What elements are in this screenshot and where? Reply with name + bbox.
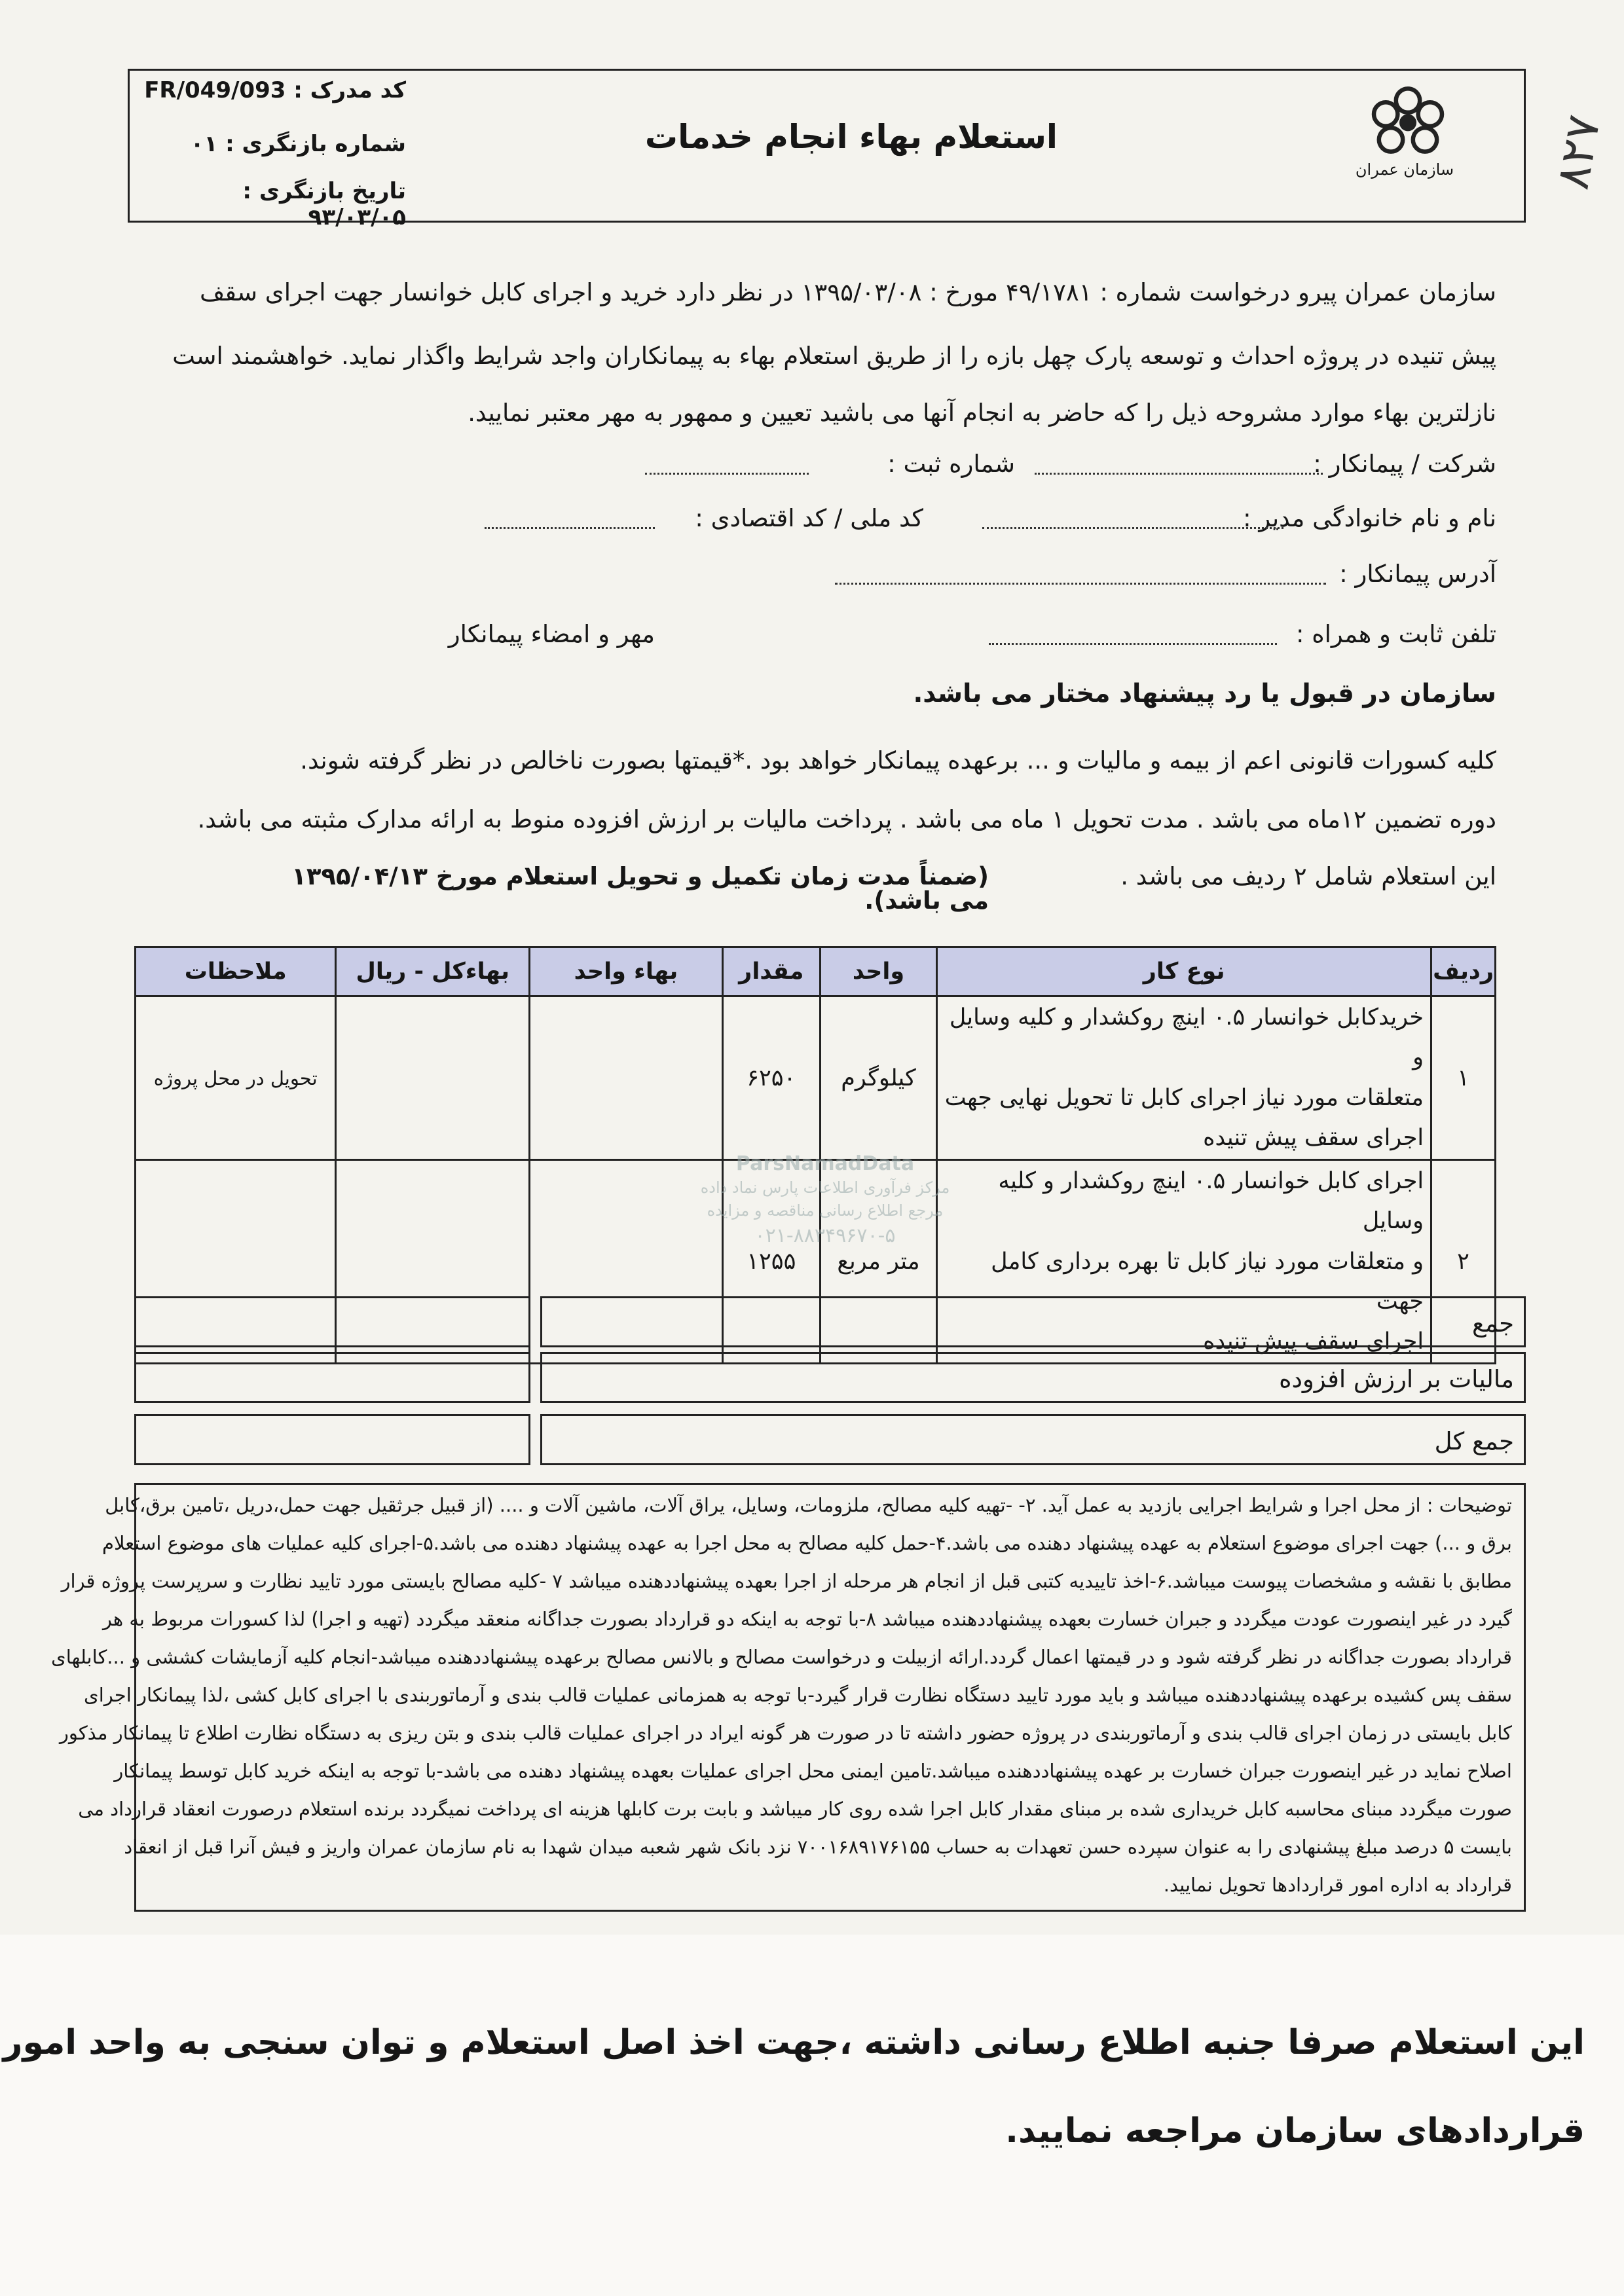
intro-line-1: سازمان عمران پیرو درخواست شماره : ۴۹/۱۷۸۱ مورخ : ۱۳۹۵/۰۳/۰۸ در نظر دارد خرید و اجرای کابل خوانسار جهت اجرای سقف <box>199 278 1496 306</box>
work-line: اجرای سقف پیش تنیده <box>1203 1124 1424 1151</box>
note-line: صورت میگردد مبنای محاسبه کابل خریداری شده بر مبنای مقدار کابل اجرا شده روی کار میباشد و بابت برت کابلها هزینه ای پرداخت نمیگردد برنده استعلام درصورت انعقاد قرارداد می <box>78 1798 1512 1820</box>
intro-line-3: نازلترین بهاء موارد مشروحه ذیل را که حاضر به انجام آنها می باشید تعیین و ممهور به مهر معتبر نمایید. <box>468 399 1496 427</box>
vat-value-field[interactable] <box>134 1352 530 1403</box>
notes-box <box>51 1483 1526 1912</box>
unit-cell: کیلوگرم <box>820 996 937 1160</box>
unit-price-cell[interactable] <box>530 996 723 1160</box>
vat-row <box>540 1352 1526 1403</box>
company-label: شرکت / پیمانکار : <box>1313 450 1496 478</box>
header-unit: واحد <box>820 947 937 996</box>
note-line: توضیحات : از محل اجرا و شرایط اجرایی بازدید به عمل آید. ۲- -تهیه کلیه مصالح، ملزومات، وسایل، یراق آلات، ماشین آلات و .... (از قبیل جرثقیل جهت حمل،دریل ،تامین برق،کابل <box>105 1494 1512 1516</box>
address-label: آدرس پیمانکار : <box>1339 560 1496 588</box>
phone-field[interactable] <box>989 643 1277 645</box>
header-work-type: نوع کار <box>937 947 1431 996</box>
footer-line-1: این استعلام صرفا جنبه اطلاع رسانی داشته ،جهت اخذ اصل استعلام و توان سنجی به واحد امور <box>3 2023 1585 2062</box>
revision-date: تاریخ بازنگری : ۹۳/۰۳/۰۵ <box>242 178 406 230</box>
page-title: استعلام بهاء انجام خدمات <box>644 118 1058 156</box>
vat-label: مالیات بر ارزش افزوده <box>1279 1365 1514 1393</box>
deductions-statement: کلیه کسورات قانونی اعم از بیمه و مالیات و ... برعهده پیمانکار خواهد بود .*قیمتها بصورت ناخالص در نظر گرفته شوند. <box>300 746 1496 774</box>
registration-number-field[interactable] <box>645 473 809 475</box>
note-line: اصلاح نماید در غیر اینصورت جبران خسارت بر عهده پیشنهاددهنده میباشد.تامین ایمنی محل اجرای عملیات بعهده پیشنهاد دهنده می باشد-با توجه به اینکه خرید کابل توسط پیمانکار <box>114 1760 1512 1782</box>
note-line: برق و ...) جهت اجرای موضوع استعلام به عهده پیشنهاد دهنده می باشد.۴-حمل کلیه مصالح به محل اجرا به عهده پیشنهاد دهنده می باشد.۵-اجرای کلیه عملیات های موضوع استعلام <box>102 1532 1512 1554</box>
table-header-row <box>136 947 1496 996</box>
work-description <box>937 996 1431 1160</box>
unit-cell: متر مربع <box>820 1160 937 1364</box>
rows-count-statement: این استعلام شامل ۲ ردیف می باشد . <box>1120 862 1496 890</box>
note-line: قرارداد بصورت جداگانه در نظر گرفته شود و در قیمتها اعمال گردد.ارائه ازبیلت و درخواست مصالح و بالانس مصالح برعهده پیشنهاددهنده میباشد-انجام کلیه آزمایشات کششی و ...کابلهای <box>51 1646 1512 1668</box>
sum-row <box>540 1296 1526 1347</box>
registration-number-label: شماره ثبت : <box>887 450 1015 478</box>
organization-logo-icon <box>1365 82 1450 167</box>
header-row-no: ردیف <box>1431 947 1496 996</box>
grand-total-value-field[interactable] <box>134 1414 530 1465</box>
address-field[interactable] <box>835 583 1326 585</box>
grand-total-label: جمع کل <box>1434 1427 1514 1455</box>
handwritten-margin-note: ۸۲۷ <box>1545 111 1611 194</box>
work-line: متعلقات مورد نیاز اجرای کابل تا تحویل نهایی جهت <box>944 1084 1424 1111</box>
work-line: خریدکابل خوانسار ۰.۵ اینچ روکشدار و کلیه وسایل و <box>949 1004 1424 1071</box>
total-price-cell[interactable] <box>336 996 530 1160</box>
header-unit-price: بهاء واحد <box>530 947 723 996</box>
note-line: کابل بایستی در زمان اجرای قالب بندی و آرماتوربندی در پروژه حضور داشته تا در صورت هر گونه ایراد در اجرای عملیات قالب بندی و بتن ریزی به دستگاه نظارت اطلاع تا پیمانکار مذکور <box>59 1722 1512 1744</box>
company-field[interactable] <box>1035 473 1323 475</box>
table-row <box>136 996 1496 1160</box>
work-line: اجرای کابل خوانسار ۰.۵ اینچ روکشدار و کلیه وسایل <box>998 1168 1424 1235</box>
footer-line-2: قراردادهای سازمان مراجعه نمایید. <box>1005 2111 1585 2151</box>
sum-label: جمع <box>1472 1309 1514 1338</box>
header-total-price: بهاءکل - ریال <box>336 947 530 996</box>
work-line: و متعلقات مورد نیاز کابل تا بهره برداری کامل جهت <box>991 1248 1424 1315</box>
grand-total-row <box>540 1414 1526 1465</box>
header-quantity: مقدار <box>722 947 820 996</box>
manager-name-label: نام و نام خانوادگی مدیر : <box>1243 504 1496 532</box>
doc-code: کد مدرک : FR/049/093 <box>144 77 406 103</box>
seal-signature-label: مهر و امضاء پیمانکار <box>448 620 655 648</box>
revision-number: شماره بازنگری : ۰۱ <box>190 131 406 157</box>
row-number: ۱ <box>1431 996 1496 1160</box>
watermark-line-2: مرجع اطلاع رسانی مناقصه و مزایده <box>707 1201 944 1220</box>
watermark-phone: ۰۲۱-۸۸۳۴۹۶۷۰-۵ <box>754 1224 896 1247</box>
note-line: سقف پس کشیده برعهده پیشنهاددهنده میباشد و باید مورد تایید دستگاه نظارت قرار گیرد-با توجه به همزمانی عملیات قالب بندی و آرماتوربندی با اجرای کابل کشی ،لذا پیمانکار اجرای <box>84 1684 1512 1706</box>
watermark-line-1: مرکز فرآوری اطلاعات پارس نماد داده <box>700 1178 950 1197</box>
note-line: گیرد در غیر اینصورت عودت میگردد و جبران خسارت بعهده پیشنهاددهنده میباشد ۸-با توجه به اینکه دو قرارداد بصورت جداگانه منعقد میگردد (تهیه و اجرا) لذا کسورات مربوط به هر <box>102 1608 1512 1630</box>
manager-name-field[interactable] <box>982 527 1283 529</box>
note-line: قرارداد به اداره امور قراردادها تحویل نمایید. <box>1163 1874 1512 1896</box>
row-number: ۲ <box>1431 1160 1496 1364</box>
sum-value-field[interactable] <box>134 1296 530 1347</box>
quantity-cell: ۱۲۵۵ <box>722 1160 820 1364</box>
watermark-brand: ParsNamadData <box>735 1152 915 1175</box>
national-code-field[interactable] <box>485 527 655 529</box>
header-remarks: ملاحظات <box>136 947 336 996</box>
acceptance-statement: سازمان در قبول یا رد پیشنهاد مختار می باشد. <box>913 679 1496 708</box>
deadline-statement: (ضمناً مدت زمان تکمیل و تحویل استعلام مورخ ۱۳۹۵/۰۴/۱۳ می باشد). <box>291 862 989 915</box>
remarks-cell: تحویل در محل پروژه <box>136 996 336 1160</box>
phone-label: تلفن ثابت و همراه : <box>1296 620 1496 648</box>
logo-caption: سازمان عمران <box>1355 160 1454 179</box>
warranty-statement: دوره تضمین ۱۲ماه می باشد . مدت تحویل ۱ ماه می باشد . پرداخت مالیات بر ارزش افزوده منوط به ارائه مدارک مثبته می باشد. <box>197 805 1496 833</box>
note-line: بایست ۵ درصد مبلغ پیشنهادی را به عنوان سپرده حسن تعهدات به حساب ۷۰۰۱۶۸۹۱۷۶۱۵۵ نزد بانک شهر شعبه میدان شهدا به نام سازمان عمران واریز و فیش آنرا قبل از انعقاد <box>124 1836 1512 1858</box>
note-line: مطابق با نقشه و مشخصات پیوست میباشد.۶-اخذ تاییدیه کتبی قبل از انجام هر مرحله از اجرا بعهده پیشنهاددهنده میباشد ۷ -کلیه مصالح بایستی مورد تایید نظارت و سرپرست پروژه قرار <box>61 1570 1512 1592</box>
national-code-label: کد ملی / کد اقتصادی : <box>695 504 923 532</box>
quantity-cell: ۶۲۵۰ <box>722 996 820 1160</box>
intro-line-2: پیش تنیده در پروژه احداث و توسعه پارک چهل بازه را از طریق استعلام بهاء به پیمانکاران واجد شرایط واگذار نماید. خواهشمند است <box>172 342 1496 370</box>
work-line: اجرای سقف پیش تنیده <box>1203 1328 1424 1355</box>
